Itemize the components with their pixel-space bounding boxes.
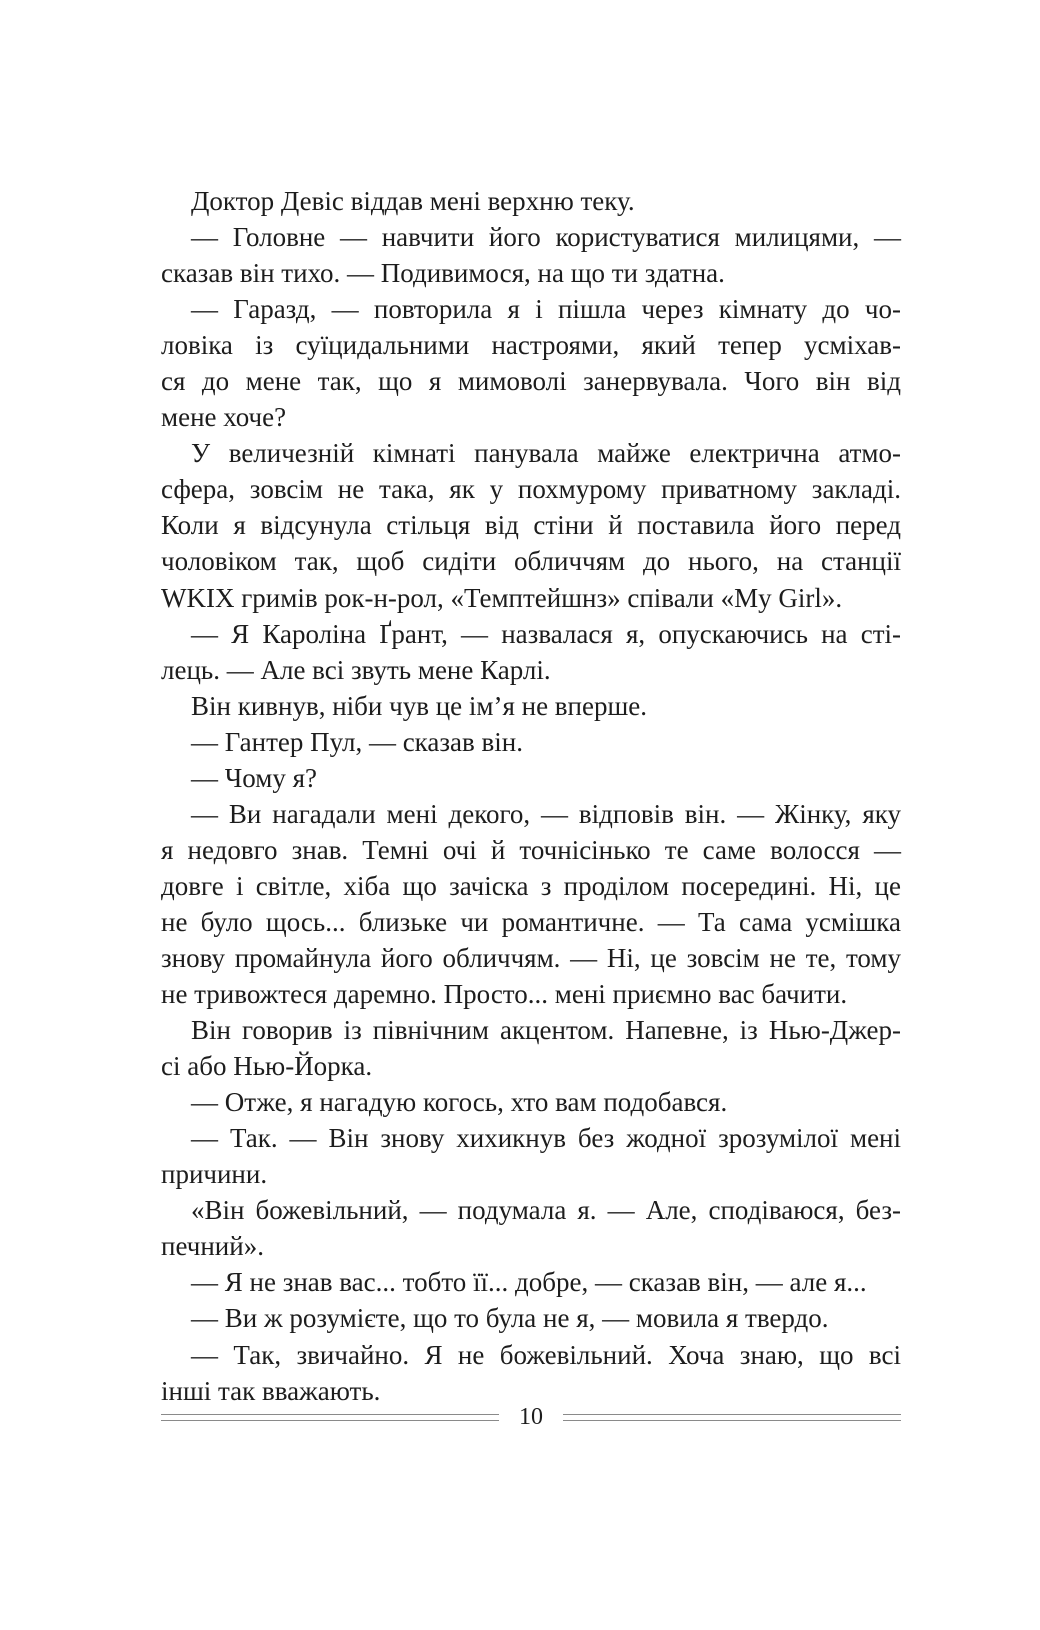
text-line: — Отже, я нагадую когось, хто вам подобався.	[191, 1087, 728, 1118]
text-line: мене хоче?	[161, 402, 287, 433]
text-line: «Він божевільний, — подумала я. — Але, сподіваюся, без-	[191, 1195, 901, 1226]
text-line: — Ви ж розумієте, що то була не я, — мовила я твердо.	[191, 1303, 829, 1334]
footer-rule-right	[563, 1414, 901, 1421]
text-line: — Так, звичайно. Я не божевільний. Хоча знаю, що всі	[191, 1339, 901, 1370]
text-line: лець. — Але всі звуть мене Карлі.	[161, 654, 551, 685]
text-line: печний».	[161, 1231, 264, 1262]
text-line: сфера, зовсім не така, як у похмурому приватному закладі.	[161, 474, 901, 505]
text-line: — Так. — Він знову хихикнув без жодної зрозумілої мені	[191, 1123, 901, 1154]
footer-rule-left	[161, 1414, 499, 1421]
text-line: чоловіком так, щоб сидіти обличчям до нього, на станції	[161, 546, 901, 577]
page-number: 10	[519, 1404, 543, 1430]
text-line: я недовго знав. Темні очі й точнісінько те саме волосся —	[161, 834, 901, 865]
text-line: причини.	[161, 1159, 268, 1190]
body-text	[161, 183, 901, 1409]
text-line: довге і світле, хіба що зачіска з проділом посередині. Ні, це	[161, 870, 901, 901]
text-line: Він кивнув, ніби чув це ім’я не вперше.	[191, 690, 648, 721]
text-line: сі або Нью-Йорка.	[161, 1051, 373, 1082]
text-line: не тривожтеся даремно. Просто... мені приємно вас бачити.	[161, 979, 848, 1010]
text-line: Він говорив із північним акцентом. Напевне, із Нью-Джер-	[191, 1015, 901, 1046]
text-line: Коли я відсунула стільця від стіни й поставила його перед	[161, 510, 901, 541]
text-line: — Я не знав вас... тобто її... добре, — сказав він, — але я...	[191, 1267, 867, 1298]
text-line: Доктор Девіс віддав мені верхню теку.	[191, 186, 635, 216]
text-line: інші так вважають.	[161, 1375, 381, 1406]
text-line: ловіка із суїцидальними настроями, який тепер усміхав-	[161, 330, 901, 361]
text-line: знову промайнула його обличчям. — Ні, це зовсім не те, тому	[161, 942, 901, 973]
text-line: — Гантер Пул, — сказав він.	[191, 726, 523, 757]
text-line: WKIX гримів рок-н-рол, «Темптейшнз» співали «My Girl».	[161, 582, 843, 613]
text-line: У величезній кімнаті панувала майже електрична атмо-	[191, 438, 901, 469]
page-footer	[161, 1402, 901, 1432]
text-line: — Головне — навчити його користуватися милицями, —	[191, 222, 901, 253]
text-line: — Ви нагадали мені декого, — відповів він. — Жінку, яку	[191, 798, 901, 829]
text-line: не було щось... близьке чи романтичне. — Та сама усмішка	[161, 906, 901, 937]
text-line: — Чому я?	[191, 762, 318, 793]
text-line: ся до мене так, що я мимоволі занервувала. Чого він від	[161, 366, 901, 397]
text-line: — Я Кароліна Ґрант, — назвалася я, опускаючись на сті-	[191, 618, 901, 649]
text-line: — Гаразд, — повторила я і пішла через кімнату до чо-	[191, 294, 901, 325]
text-line: сказав він тихо. — Подивимося, на що ти здатна.	[161, 258, 725, 289]
